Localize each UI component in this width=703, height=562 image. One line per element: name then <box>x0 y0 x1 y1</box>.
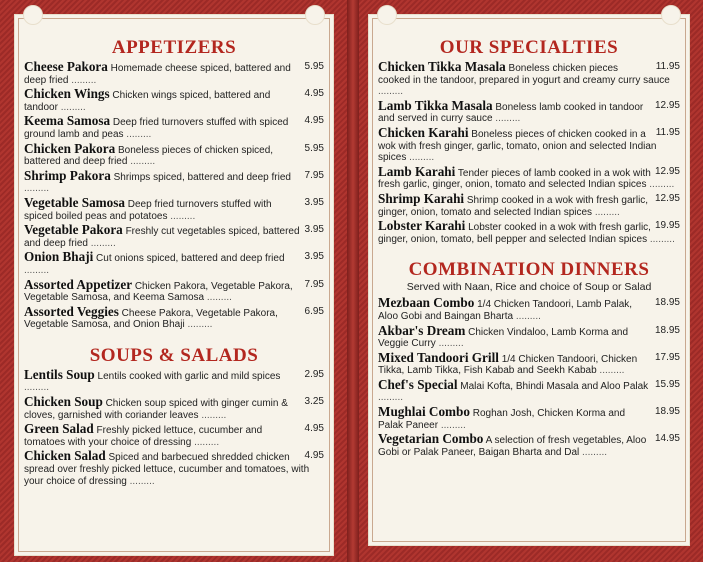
leader-dots: ......... <box>57 101 86 113</box>
item-name: Onion Bhaji <box>24 249 94 265</box>
leader-dots: ......... <box>198 409 227 421</box>
menu-item-lamb-tikka-masala <box>378 97 680 125</box>
menu-item-chicken-pakora <box>24 140 324 168</box>
item-description: Deep fried turnovers stuffed with spiced ground lamb and peas <box>24 117 289 140</box>
item-name: Shrimp Pakora <box>24 167 111 183</box>
item-price: 3.95 <box>304 224 324 236</box>
item-name: Green Salad <box>24 421 94 437</box>
leader-dots: ......... <box>24 264 50 276</box>
panel-corner-ornament <box>23 5 43 25</box>
left-menu-panel <box>14 14 334 556</box>
item-name: Chicken Pakora <box>24 140 116 156</box>
item-description: Chicken soup spiced with ginger cumin & cloves, garnished with coriander leaves <box>24 398 288 421</box>
item-name: Lentils Soup <box>24 366 95 382</box>
item-price: 3.25 <box>304 396 324 408</box>
leader-dots: ......... <box>127 156 156 168</box>
menu-item-chef-s-special <box>378 376 680 404</box>
leader-dots: ......... <box>435 338 464 350</box>
menu-item-chicken-wings <box>24 88 324 113</box>
item-price: 18.95 <box>654 297 680 309</box>
leader-dots: ......... <box>167 210 196 222</box>
leader-dots: ......... <box>592 206 620 218</box>
item-name: Mixed Tandoori Grill <box>378 349 499 365</box>
panel-corner-ornament <box>305 5 325 25</box>
item-price: 12.95 <box>654 99 680 111</box>
menu-item-vegetarian-combo <box>378 433 680 458</box>
item-price: 11.95 <box>655 61 680 72</box>
item-price: 19.95 <box>654 220 680 232</box>
menu-item-assorted-veggies <box>24 303 324 331</box>
section-title-appetizers: APPETIZERS <box>111 37 237 58</box>
leader-dots: ......... <box>579 446 608 458</box>
item-price: 4.95 <box>304 115 324 127</box>
section-subtitle: Served with Naan, Rice and choice of Soup or Salad <box>406 281 652 294</box>
menu-fold <box>347 0 359 562</box>
item-price: 18.95 <box>654 406 680 418</box>
item-name: Vegetable Samosa <box>24 194 125 210</box>
item-price: 11.95 <box>655 126 680 138</box>
item-name: Mezbaan Combo <box>378 295 475 311</box>
menu-item-shrimp-karahi <box>378 190 680 218</box>
item-price: 7.95 <box>304 278 324 290</box>
leader-dots: ......... <box>68 74 97 86</box>
menu-item-mughlai-combo <box>378 406 680 431</box>
item-name: Assorted Veggies <box>24 303 119 319</box>
leader-dots: ......... <box>87 237 116 249</box>
item-description: Spiced and barbecued shredded chicken spread over freshly picked lettuce, cucumber and tomatoes, with your choice of dressing <box>24 452 310 487</box>
menu-item-mezbaan-combo <box>378 297 680 322</box>
menu-item-cheese-pakora <box>24 61 324 86</box>
item-name: Assorted Appetizer <box>24 276 133 292</box>
leader-dots: ......... <box>378 86 404 98</box>
menu-item-vegetable-pakora <box>24 224 324 249</box>
item-name: Chicken Karahi <box>378 124 469 140</box>
menu-item-onion-bhaji <box>24 251 324 276</box>
leader-dots: ......... <box>378 392 404 404</box>
item-price: 7.95 <box>304 169 324 181</box>
leader-dots: ......... <box>492 113 521 125</box>
item-name: Mughlai Combo <box>378 404 470 420</box>
leader-dots: ......... <box>191 436 220 448</box>
item-name: Chicken Tikka Masala <box>378 59 506 74</box>
section-spacer <box>24 333 324 345</box>
item-description: 1/4 Chicken Tandoori, Lamb Palak, Aloo Gobi and Baingan Bharta <box>378 299 633 322</box>
item-name: Chicken Wings <box>24 86 110 102</box>
item-description: Boneless pieces of chicken cooked in a wok with fresh ginger, garlic, tomato, onion and selected Indian spices <box>378 128 657 164</box>
item-price: 14.95 <box>654 433 680 445</box>
item-description: Lobster cooked in a wok with fresh garlic, ginger, onion, tomato, bell pepper and selected Indian spices <box>378 222 651 245</box>
item-name: Keema Samosa <box>24 113 111 129</box>
item-description: Deep fried turnovers stuffed with spiced boiled peas and potatoes <box>24 198 272 222</box>
item-name: Shrimp Karahi <box>378 190 465 206</box>
panel-corner-ornament <box>377 5 397 25</box>
menu-item-lentils-soup <box>24 366 324 394</box>
item-description: Homemade cheese spiced, battered and deep fried <box>24 63 291 86</box>
item-price: 4.95 <box>304 423 324 435</box>
item-description: Chicken Pakora, Vegetable Pakora, Vegetable Samosa, and Keema Samosa <box>24 280 293 304</box>
leader-dots: ......... <box>24 183 50 195</box>
leader-dots: ......... <box>596 365 625 377</box>
item-description: Shrimps spiced, battered and deep fried <box>113 171 291 183</box>
item-price: 5.95 <box>304 142 324 154</box>
item-price: 4.95 <box>304 88 324 100</box>
leader-dots: ......... <box>438 419 466 431</box>
item-description: 1/4 Chicken Tandoori, Chicken Tikka, Lamb Tikka, Fish Kabab and Seekh Kabab <box>378 353 638 377</box>
item-price: 5.95 <box>304 61 324 72</box>
item-description: Cut onions spiced, battered and deep fried <box>96 253 285 265</box>
item-description: Freshly cut vegetables spiced, battered and deep fried <box>24 226 300 249</box>
item-price: 12.95 <box>654 192 680 204</box>
menu-item-chicken-tikka-masala <box>378 61 680 98</box>
item-price: 12.95 <box>654 165 680 177</box>
item-price: 18.95 <box>654 324 680 336</box>
item-price: 3.95 <box>304 251 324 263</box>
right-menu-content <box>378 37 680 460</box>
item-description: Chicken Vindaloo, Lamb Korma and Veggie Curry <box>378 326 629 350</box>
panel-corner-ornament <box>661 5 681 25</box>
item-name: Chef's Special <box>378 376 458 392</box>
leader-dots: ......... <box>123 128 152 140</box>
item-name: Chicken Soup <box>24 394 103 410</box>
right-menu-panel <box>368 14 690 546</box>
item-description: A selection of fresh vegetables, Aloo Gobi or Palak Paneer, Baigan Bharta and Dal <box>378 435 647 458</box>
leader-dots: ......... <box>24 382 50 394</box>
menu-item-chicken-soup <box>24 396 324 421</box>
item-price: 4.95 <box>304 450 324 462</box>
leader-dots: ......... <box>204 292 232 304</box>
item-description: Cheese Pakora, Vegetable Pakora, Vegetable Samosa, and Onion Bhaji <box>24 307 278 331</box>
item-name: Vegetable Pakora <box>24 222 123 238</box>
menu-item-lamb-karahi <box>378 163 680 191</box>
item-description: Shrimp cooked in a wok with fresh garlic, ginger, onion, tomato and selected Indian spices <box>378 194 649 218</box>
item-description: Boneless pieces of chicken spiced, battered and deep fried <box>24 144 274 168</box>
menu-item-vegetable-samosa <box>24 194 324 222</box>
item-price: 17.95 <box>654 351 680 363</box>
section-title-soups-and-salads: SOUPS & SALADS <box>89 344 259 366</box>
leader-dots: ......... <box>647 233 675 245</box>
item-name: Chicken Salad <box>24 448 106 464</box>
item-name: Cheese Pakora <box>24 59 108 74</box>
leader-dots: ......... <box>184 319 213 331</box>
item-description: Freshly picked lettuce, cucumber and tomatoes with your choice of dressing <box>24 425 263 448</box>
item-name: Lobster Karahi <box>378 218 466 234</box>
item-description: Malai Kofta, Bhindi Masala and Aloo Palak <box>460 380 649 392</box>
section-spacer <box>378 247 680 259</box>
menu-item-chicken-karahi <box>378 124 680 164</box>
item-description: Lentils cooked with garlic and mild spices <box>97 370 281 382</box>
leader-dots: ......... <box>646 179 675 191</box>
item-name: Lamb Tikka Masala <box>378 97 493 113</box>
section-title-our-specialties: OUR SPECIALTIES <box>439 37 619 58</box>
menu-item-keema-samosa <box>24 115 324 140</box>
menu-item-green-salad <box>24 423 324 448</box>
item-name: Akbar's Dream <box>378 322 466 338</box>
leader-dots: ......... <box>126 475 155 487</box>
item-description: Boneless chicken pieces cooked in the tandoor, prepared in yogurt and creamy curry sauce <box>378 63 670 86</box>
leader-dots: ......... <box>406 152 435 164</box>
menu-item-chicken-salad <box>24 450 324 487</box>
menu-item-akbar-s-dream <box>378 322 680 350</box>
item-price: 15.95 <box>654 378 680 390</box>
leader-dots: ......... <box>513 310 541 322</box>
item-name: Lamb Karahi <box>378 163 456 179</box>
item-price: 2.95 <box>304 368 324 380</box>
left-menu-content <box>24 37 324 489</box>
item-description: Chicken wings spiced, battered and tandoor <box>24 90 271 113</box>
menu-item-lobster-karahi <box>378 220 680 245</box>
menu-item-shrimp-pakora <box>24 167 324 195</box>
section-title-combination-dinners: COMBINATION DINNERS <box>408 259 650 281</box>
item-name: Vegetarian Combo <box>378 431 484 447</box>
item-price: 6.95 <box>304 305 324 317</box>
menu-item-assorted-appetizer <box>24 276 324 304</box>
item-price: 3.95 <box>304 196 324 208</box>
item-description: Tender pieces of lamb cooked in a wok with fresh garlic, ginger, onion, tomato and selected Indian spices <box>378 167 651 191</box>
item-description: Boneless lamb cooked in tandoor and served in curry sauce <box>378 101 644 125</box>
item-description: Roghan Josh, Chicken Korma and Palak Paneer <box>378 408 626 431</box>
menu-item-mixed-tandoori-grill <box>378 349 680 377</box>
